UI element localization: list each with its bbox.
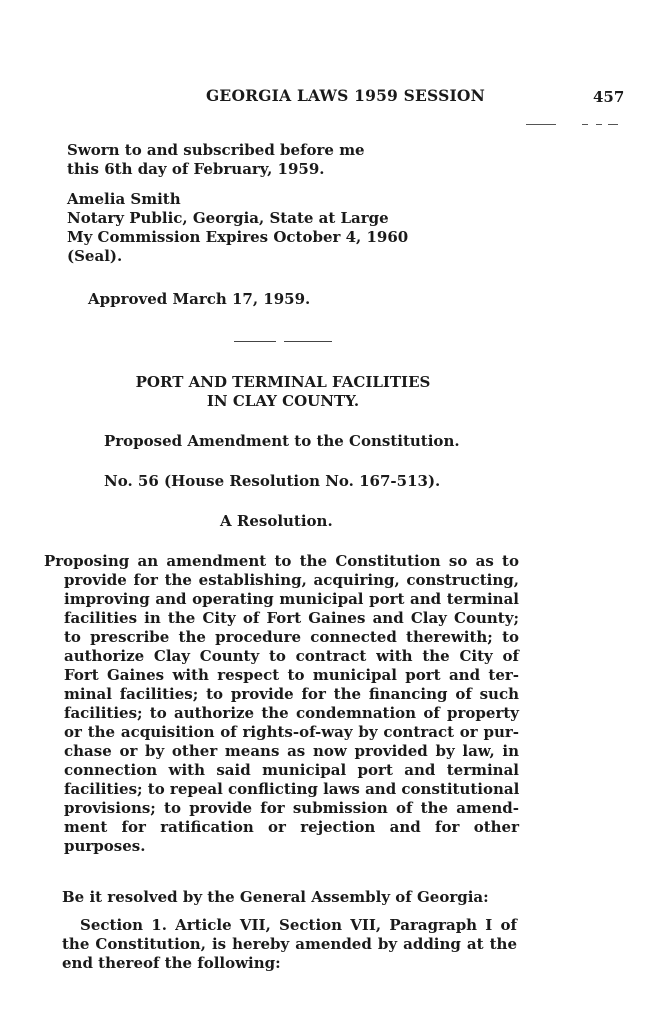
title-line: IN CLAY COUNTY. xyxy=(206,392,360,410)
proposal-line: facilities; to authorize the condemnation of property xyxy=(64,704,519,722)
proposal-line: provisions; to provide for submission of the amend- xyxy=(64,799,519,817)
proposal-line: or the acquisition of rights-of-way by contract or pur- xyxy=(64,723,519,741)
proposal-line: Proposing an amendment to the Constitution so as to xyxy=(44,552,519,570)
scan-marks xyxy=(526,124,618,128)
page-number: 457 xyxy=(593,88,625,106)
document-title xyxy=(83,373,483,411)
proposal-line: Fort Gaines with respect to municipal port and ter- xyxy=(64,666,519,684)
notary-name: Amelia Smith xyxy=(67,190,181,208)
proposal-line: provide for the establishing, acquiring, constructing, xyxy=(64,571,519,589)
section-1-line: Section 1. Article VII, Section VII, Paragraph I of xyxy=(80,916,517,934)
resolution-heading: A Resolution. xyxy=(220,512,333,530)
affidavit-line: this 6th day of February, 1959. xyxy=(67,160,325,178)
proposal-line: ment for ratification or rejection and for other xyxy=(64,818,519,836)
title-line: PORT AND TERMINAL FACILITIES xyxy=(135,373,431,391)
approved-date: Approved March 17, 1959. xyxy=(88,290,311,308)
proposal-line: facilities; to repeal conflicting laws and constitutional xyxy=(64,780,520,798)
proposal-line: purposes. xyxy=(64,837,146,855)
affidavit-block xyxy=(67,141,365,179)
section-separator xyxy=(234,341,332,343)
affidavit-line: Sworn to and subscribed before me xyxy=(67,141,365,159)
section-1-line: the Constitution, is hereby amended by adding at the xyxy=(62,935,517,953)
notary-block xyxy=(67,190,408,266)
proposal-line: connection with said municipal port and terminal xyxy=(64,761,519,779)
proposal-line: authorize Clay County to contract with the City of xyxy=(64,647,519,665)
proposal-paragraph xyxy=(44,552,519,856)
proposal-line: chase or by other means as now provided by law, in xyxy=(64,742,519,760)
proposal-line: minal facilities; to provide for the financing of such xyxy=(64,685,519,703)
proposal-line: facilities in the City of Fort Gaines and Clay County; xyxy=(64,609,519,627)
resolution-number: No. 56 (House Resolution No. 167-513). xyxy=(104,472,441,490)
section-1 xyxy=(62,916,517,973)
proposal-line: to prescribe the procedure connected therewith; to xyxy=(64,628,519,646)
document-subtitle: Proposed Amendment to the Constitution. xyxy=(104,432,460,450)
notary-title: Notary Public, Georgia, State at Large xyxy=(67,209,389,227)
notary-commission: My Commission Expires October 4, 1960 xyxy=(67,228,409,246)
enacting-clause: Be it resolved by the General Assembly of Georgia: xyxy=(62,888,489,906)
notary-seal: (Seal). xyxy=(67,247,123,265)
section-1-line: end thereof the following: xyxy=(62,954,281,972)
running-header: GEORGIA LAWS 1959 SESSION xyxy=(206,86,486,105)
proposal-line: improving and operating municipal port and terminal xyxy=(64,590,519,608)
